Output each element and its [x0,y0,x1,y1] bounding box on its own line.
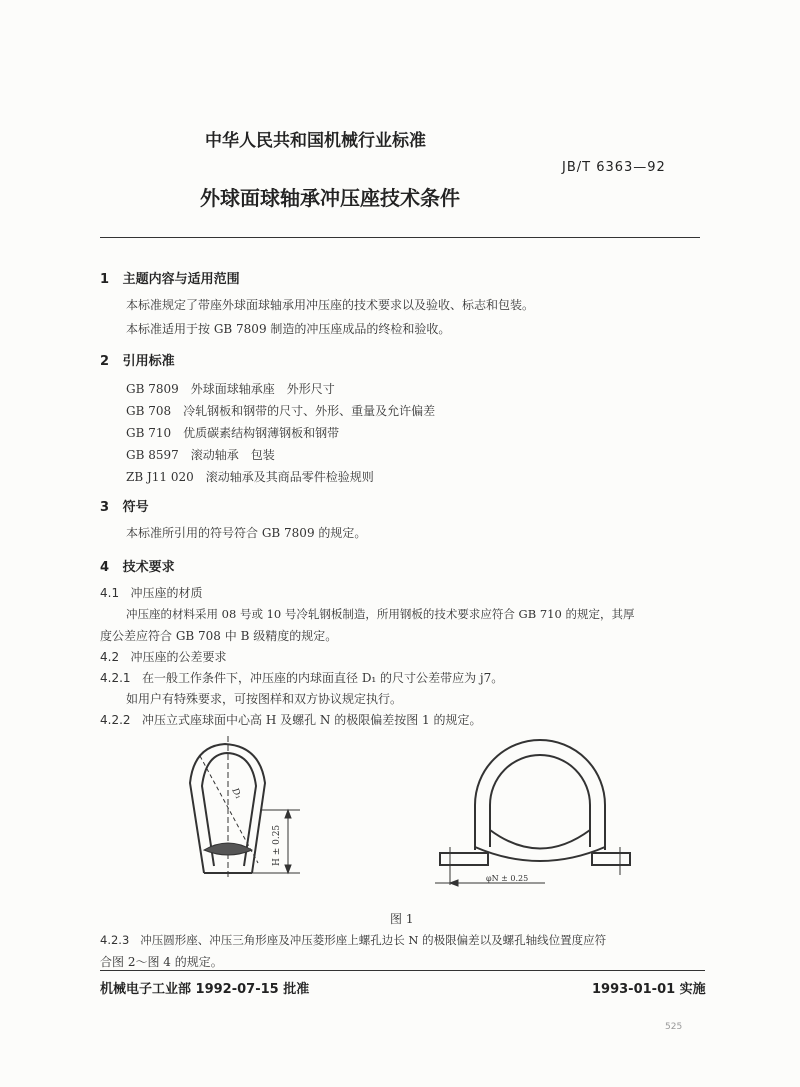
clause-text: 冲压圆形座、冲压三角形座及冲压菱形座上螺孔边长 N 的极限偏差以及螺孔轴线位置度应符 [140,933,607,947]
figure-1-front-view [430,735,640,895]
section-3-heading [100,496,149,515]
section-title: 主题内容与适用范围 [122,272,240,287]
clause-text: 冲压立式座球面中心高 H 及螺孔 N 的极限偏差按图 1 的规定。 [142,713,482,727]
clause-number: 4.2 [100,650,120,664]
header-rule [100,237,700,238]
figure-1-side-view [170,728,310,888]
figure-label-h: H ± 0.25 [272,824,282,866]
clause-title: 冲压座的材质 [130,586,203,600]
figure-label-d: D₁ [229,786,244,801]
section-2-heading [100,350,175,369]
section-title: 技术要求 [122,560,175,575]
footer-rule [100,970,705,971]
paragraph: 如用户有特殊要求，可按图样和双方协议规定执行。 [126,692,403,706]
section-number: 4 [100,560,110,575]
effective-date: 1993-01-01 实施 [592,982,706,997]
section-number: 3 [100,500,110,515]
clause-4-2-heading [100,648,227,665]
paragraph: 度公差应符合 GB 708 中 B 级精度的规定。 [100,629,338,643]
standard-category: 中华人民共和国机械行业标准 [205,131,426,151]
clause-4-2-1 [100,669,503,686]
clause-number: 4.2.1 [100,671,131,685]
clause-text: 在一般工作条件下，冲压座的内球面直径 D₁ 的尺寸公差带应为 j7。 [142,671,504,685]
section-4-heading [100,556,175,575]
standard-code: JB/T 6363—92 [562,160,666,175]
section-1-heading [100,268,240,287]
paragraph: 本标准所引用的符号符合 GB 7809 的规定。 [126,526,367,540]
page-number: 525 [665,1022,683,1032]
clause-number: 4.2.2 [100,713,131,727]
figure-label-n: φN ± 0.25 [486,874,529,883]
clause-number: 4.1 [100,586,120,600]
section-title: 引用标准 [122,354,175,369]
paragraph: 合图 2～图 4 的规定。 [100,955,223,969]
document-title: 外球面球轴承冲压座技术条件 [200,186,460,210]
clause-title: 冲压座的公差要求 [130,650,227,664]
section-number: 2 [100,354,110,369]
section-number: 1 [100,272,110,287]
reference-item: ZB J11 020 滚动轴承及其商品零件检验规则 [126,470,374,484]
reference-item: GB 710 优质碳素结构钢薄钢板和钢带 [126,426,340,440]
paragraph: 本标准规定了带座外球面球轴承用冲压座的技术要求以及验收、标志和包装。 [126,298,535,312]
paragraph: 冲压座的材料采用 08 号或 10 号冷轧钢板制造，所用钢板的技术要求应符合 GB 710 的规定，其厚 [126,607,635,621]
clause-4-1-heading [100,584,203,601]
section-title: 符号 [122,500,149,515]
reference-item: GB 7809 外球面球轴承座 外形尺寸 [126,382,335,396]
clause-4-2-3 [100,932,606,948]
clause-number: 4.2.3 [100,933,130,947]
figure-caption: 图 1 [390,912,414,926]
clause-4-2-2 [100,711,482,728]
reference-item: GB 8597 滚动轴承 包装 [126,448,275,462]
approval-note: 机械电子工业部 1992-07-15 批准 [100,982,310,997]
paragraph: 本标准适用于按 GB 7809 制造的冲压座成品的终检和验收。 [126,322,451,336]
reference-item: GB 708 冷轧钢板和钢带的尺寸、外形、重量及允许偏差 [126,404,436,418]
